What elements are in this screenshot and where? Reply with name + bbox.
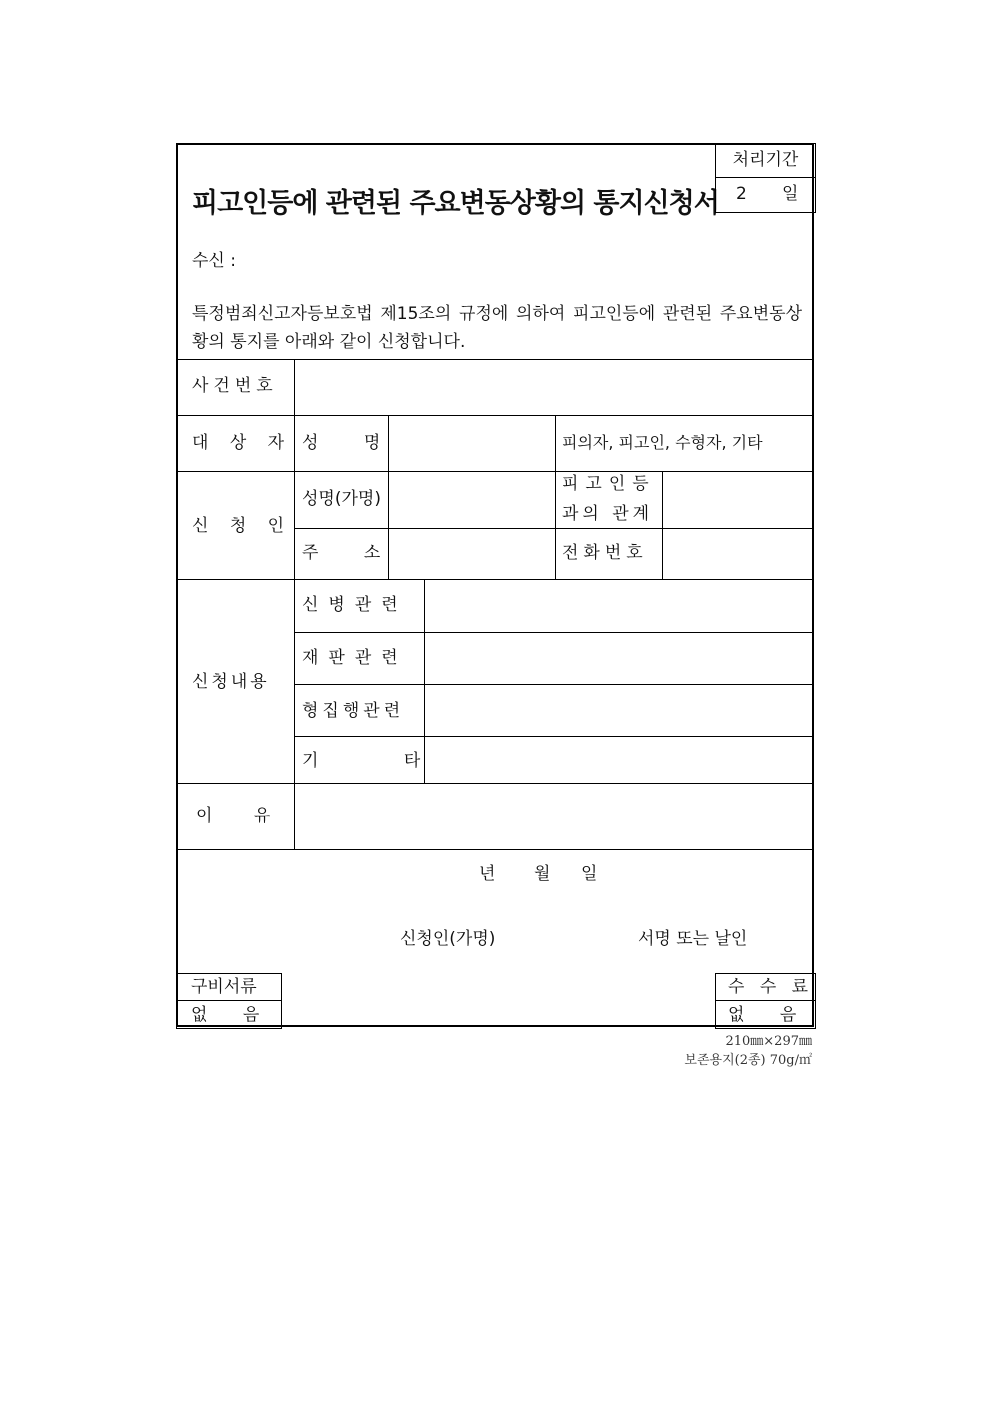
content-execution-field[interactable] <box>425 685 814 736</box>
content-item-custody: 신병관련 <box>302 595 408 615</box>
case-number-field[interactable] <box>295 360 814 415</box>
fee-box <box>715 973 816 1029</box>
content-item-trial: 재판관련 <box>302 648 408 668</box>
case-number-label: 사건번호 <box>192 376 278 396</box>
documents-box <box>176 973 282 1029</box>
date-month: 월 <box>534 864 551 884</box>
fee-label: 수 수 료 <box>728 977 814 997</box>
applicant-name-field[interactable] <box>389 472 555 528</box>
footer-size: 210㎜×297㎜ <box>725 1034 812 1049</box>
documents-value: 없 음 <box>191 1005 260 1025</box>
reason-label: 이 유 <box>196 806 271 826</box>
documents-label: 구비서류 <box>191 977 257 997</box>
relation-field[interactable] <box>663 472 814 528</box>
footer-paper: 보존용지(2종) 70g/㎡ <box>684 1053 812 1068</box>
relation-label-line2: 과의 관계 <box>562 504 654 524</box>
content-custody-field[interactable] <box>425 580 814 632</box>
fee-value: 없 음 <box>728 1005 797 1025</box>
address-field[interactable] <box>389 529 555 579</box>
content-trial-field[interactable] <box>425 633 814 684</box>
subject-categories: 피의자, 피고인, 수형자, 기타 <box>562 433 763 452</box>
recipient-label: 수신 : <box>192 251 236 271</box>
date-day: 일 <box>581 864 598 884</box>
content-label: 신청내용 <box>192 672 270 692</box>
processing-period-label: 처리기간 <box>732 150 799 170</box>
content-item-execution: 형집행관련 <box>302 701 405 721</box>
form-title: 피고인등에 관련된 주요변동상황의 통지신청서 <box>192 188 719 219</box>
processing-period-value: 2 <box>736 184 747 204</box>
date-year: 년 <box>479 864 496 884</box>
phone-label: 전화번호 <box>562 543 648 563</box>
content-other-field[interactable] <box>425 737 814 783</box>
subject-name-field[interactable] <box>389 416 555 471</box>
sign-applicant-label: 신청인(가명) <box>400 929 496 949</box>
relation-label-line1: 피고인등 <box>562 474 656 494</box>
phone-field[interactable] <box>663 529 814 579</box>
content-item-other: 기 타 <box>302 751 421 771</box>
applicant-label: 신 청 인 <box>192 516 293 536</box>
reason-field[interactable] <box>295 784 814 849</box>
subject-label: 대 상 자 <box>192 433 293 453</box>
intro-paragraph: 특정범죄신고자등보호법 제15조의 규정에 의하여 피고인등에 관련된 주요변동상황의 통지를 아래와 같이 신청합니다. <box>192 304 802 352</box>
applicant-name-label: 성명(가명) <box>302 489 381 509</box>
application-form <box>176 143 814 1027</box>
subject-name-label: 성 명 <box>302 433 381 453</box>
processing-period-box <box>715 143 816 213</box>
address-label: 주 소 <box>302 543 381 563</box>
sign-signature-label: 서명 또는 날인 <box>638 929 748 949</box>
processing-period-unit: 일 <box>782 184 799 204</box>
